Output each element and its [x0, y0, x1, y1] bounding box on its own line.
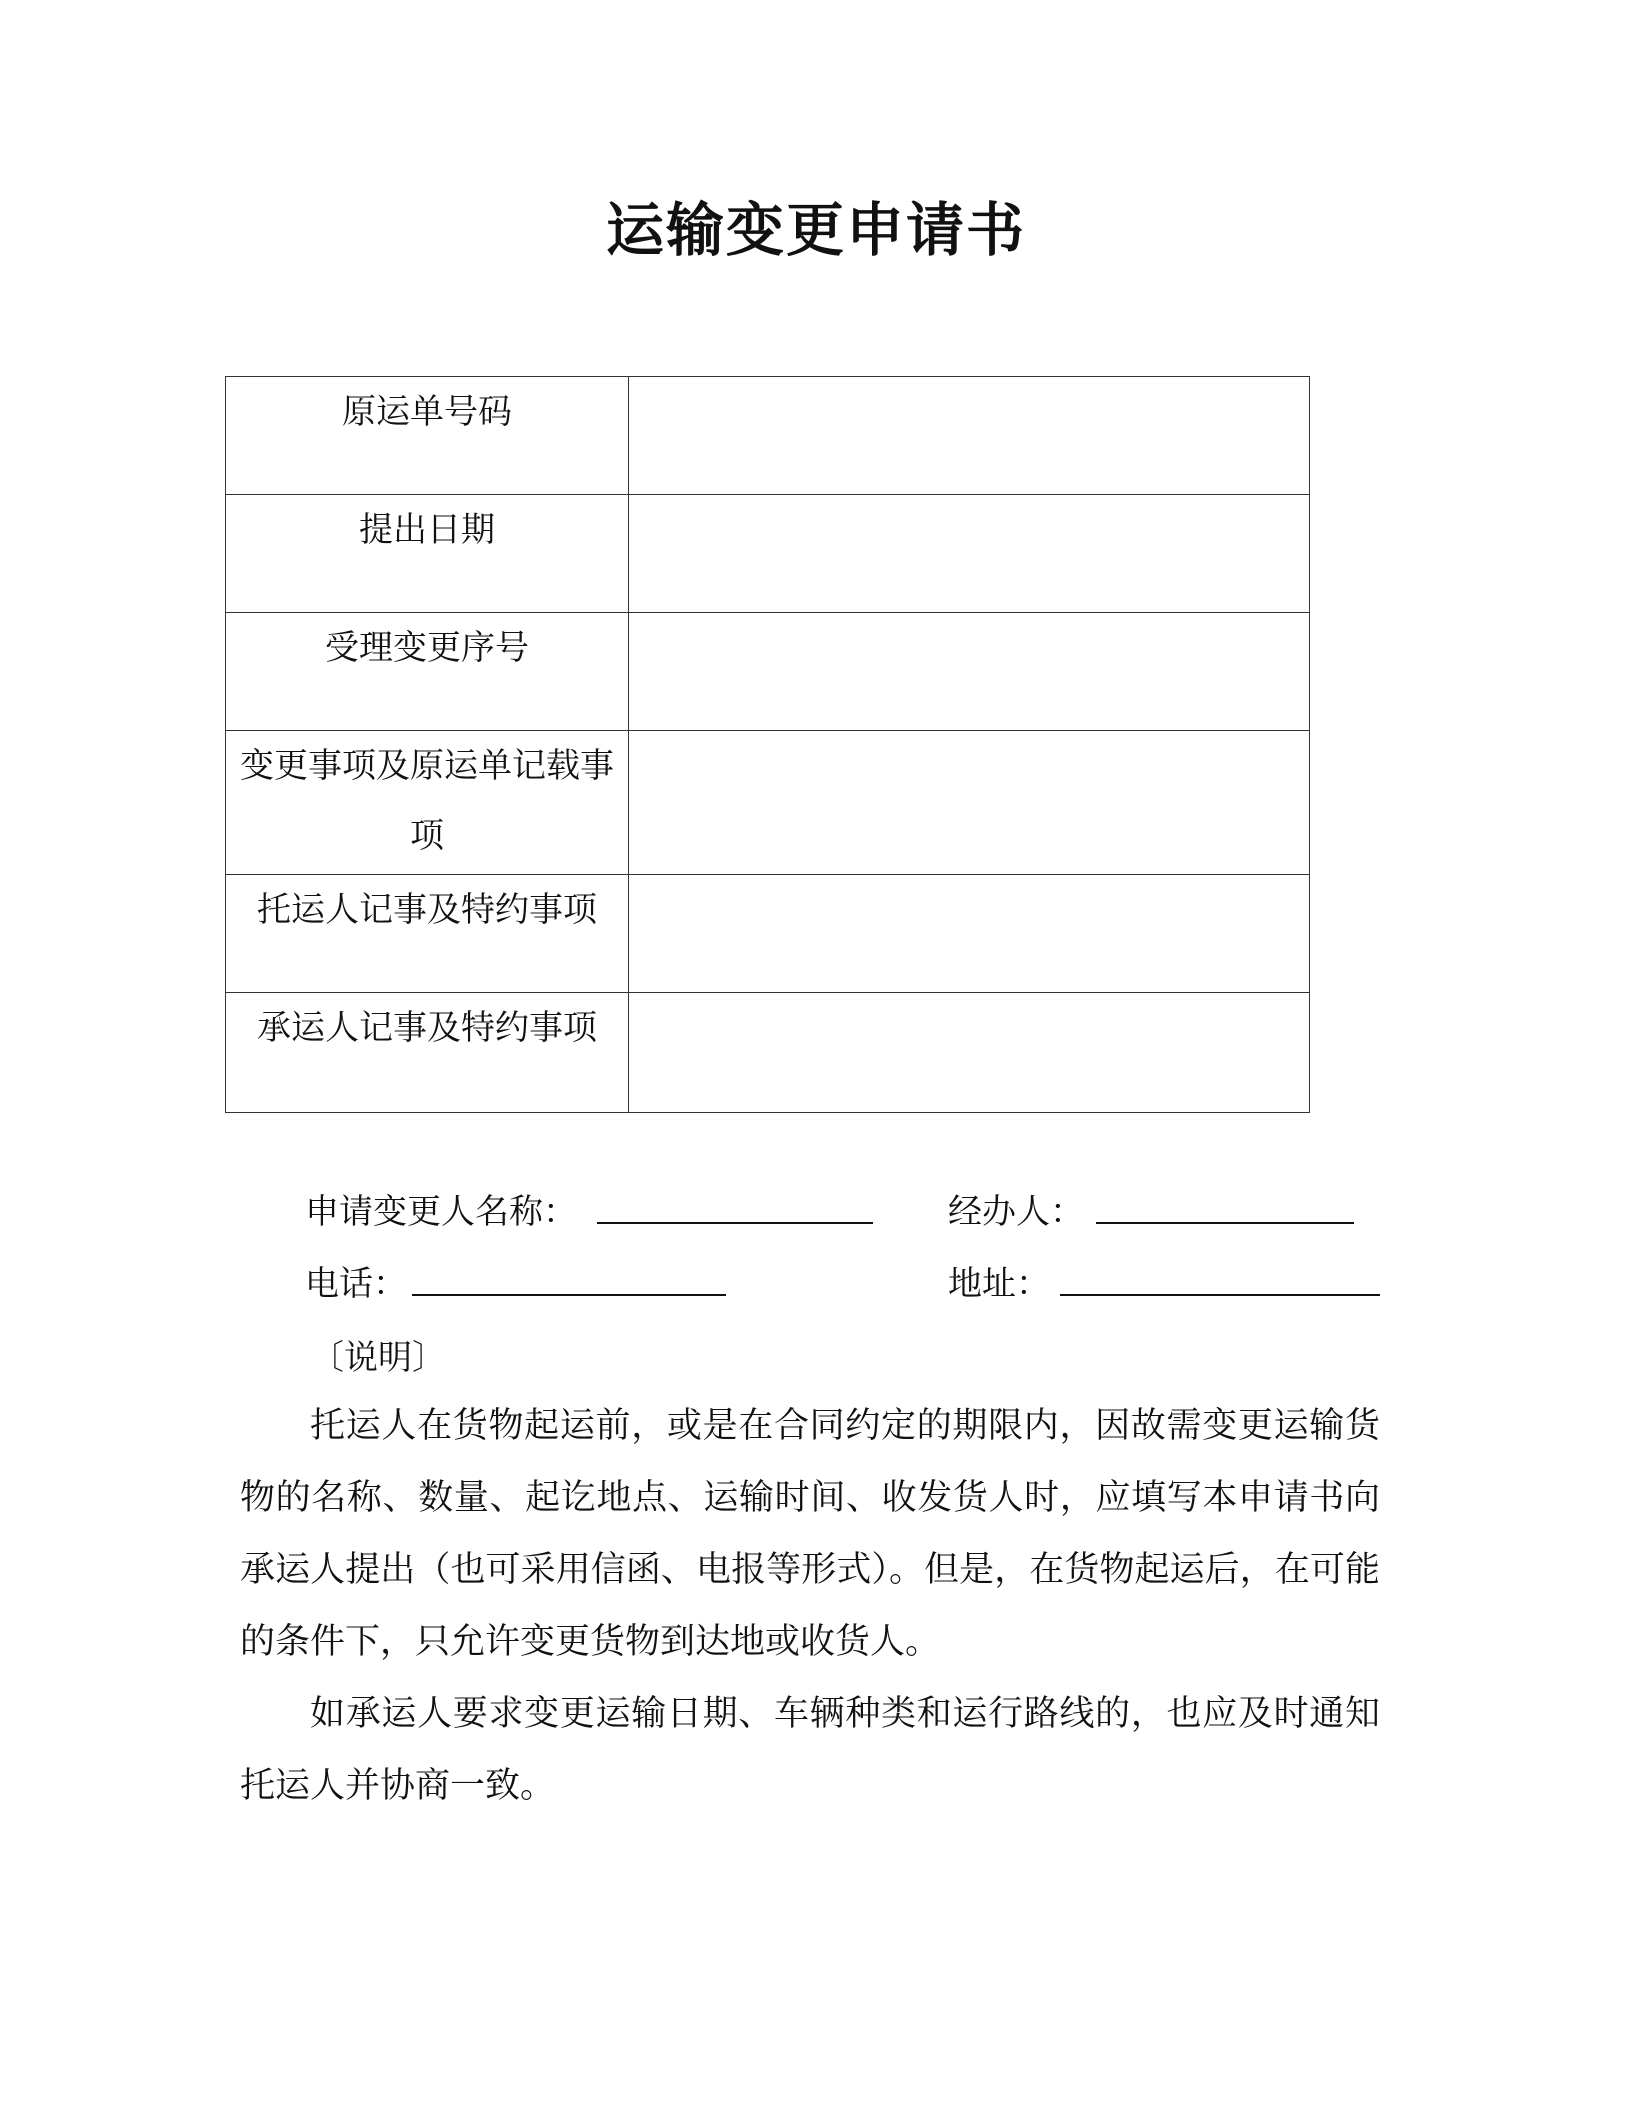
- handler-label: 经办人：: [948, 1192, 1084, 1232]
- page-title: 运输变更申请书: [605, 196, 1026, 264]
- change-serial-number-field[interactable]: [629, 613, 1310, 731]
- phone-input[interactable]: [412, 1294, 726, 1296]
- row-label-shipper-notes: 托运人记事及特约事项: [226, 875, 629, 993]
- row-label-change-serial-number: 受理变更序号: [226, 613, 629, 731]
- table-row: [226, 993, 1310, 1113]
- address-input[interactable]: [1060, 1294, 1380, 1296]
- submission-date-field[interactable]: [629, 495, 1310, 613]
- table-row: [226, 731, 1310, 875]
- table-row: [226, 495, 1310, 613]
- row-label-carrier-notes: 承运人记事及特约事项: [226, 993, 629, 1113]
- carrier-notes-field[interactable]: [629, 993, 1310, 1113]
- row-label-original-waybill-number: 原运单号码: [226, 377, 629, 495]
- notes-body: [240, 1390, 1380, 1822]
- table-row: [226, 875, 1310, 993]
- change-items-field[interactable]: [629, 731, 1310, 875]
- notes-heading: 〔说明〕: [310, 1338, 446, 1378]
- shipper-notes-field[interactable]: [629, 875, 1310, 993]
- table-row: [226, 613, 1310, 731]
- notes-paragraph: 托运人在货物起运前，或是在合同约定的期限内，因故需变更运输货物的名称、数量、起讫地点、运输时间、收发货人时，应填写本申请书向承运人提出（也可采用信函、电报等形式）。但是，在货物起运后，在可能的条件下，只允许变更货物到达地或收货人。: [240, 1406, 1380, 1662]
- row-label-submission-date: 提出日期: [226, 495, 629, 613]
- phone-label: 电话：: [305, 1264, 407, 1304]
- application-form-table: [225, 376, 1310, 1113]
- applicant-name-input[interactable]: [597, 1222, 873, 1224]
- row-label-change-items: 变更事项及原运单记载事项: [226, 731, 629, 875]
- applicant-name-label: 申请变更人名称：: [305, 1192, 577, 1232]
- table-row: [226, 377, 1310, 495]
- handler-input[interactable]: [1096, 1222, 1354, 1224]
- original-waybill-number-field[interactable]: [629, 377, 1310, 495]
- notes-paragraph: 如承运人要求变更运输日期、车辆种类和运行路线的，也应及时通知托运人并协商一致。: [240, 1694, 1380, 1806]
- address-label: 地址：: [948, 1264, 1050, 1304]
